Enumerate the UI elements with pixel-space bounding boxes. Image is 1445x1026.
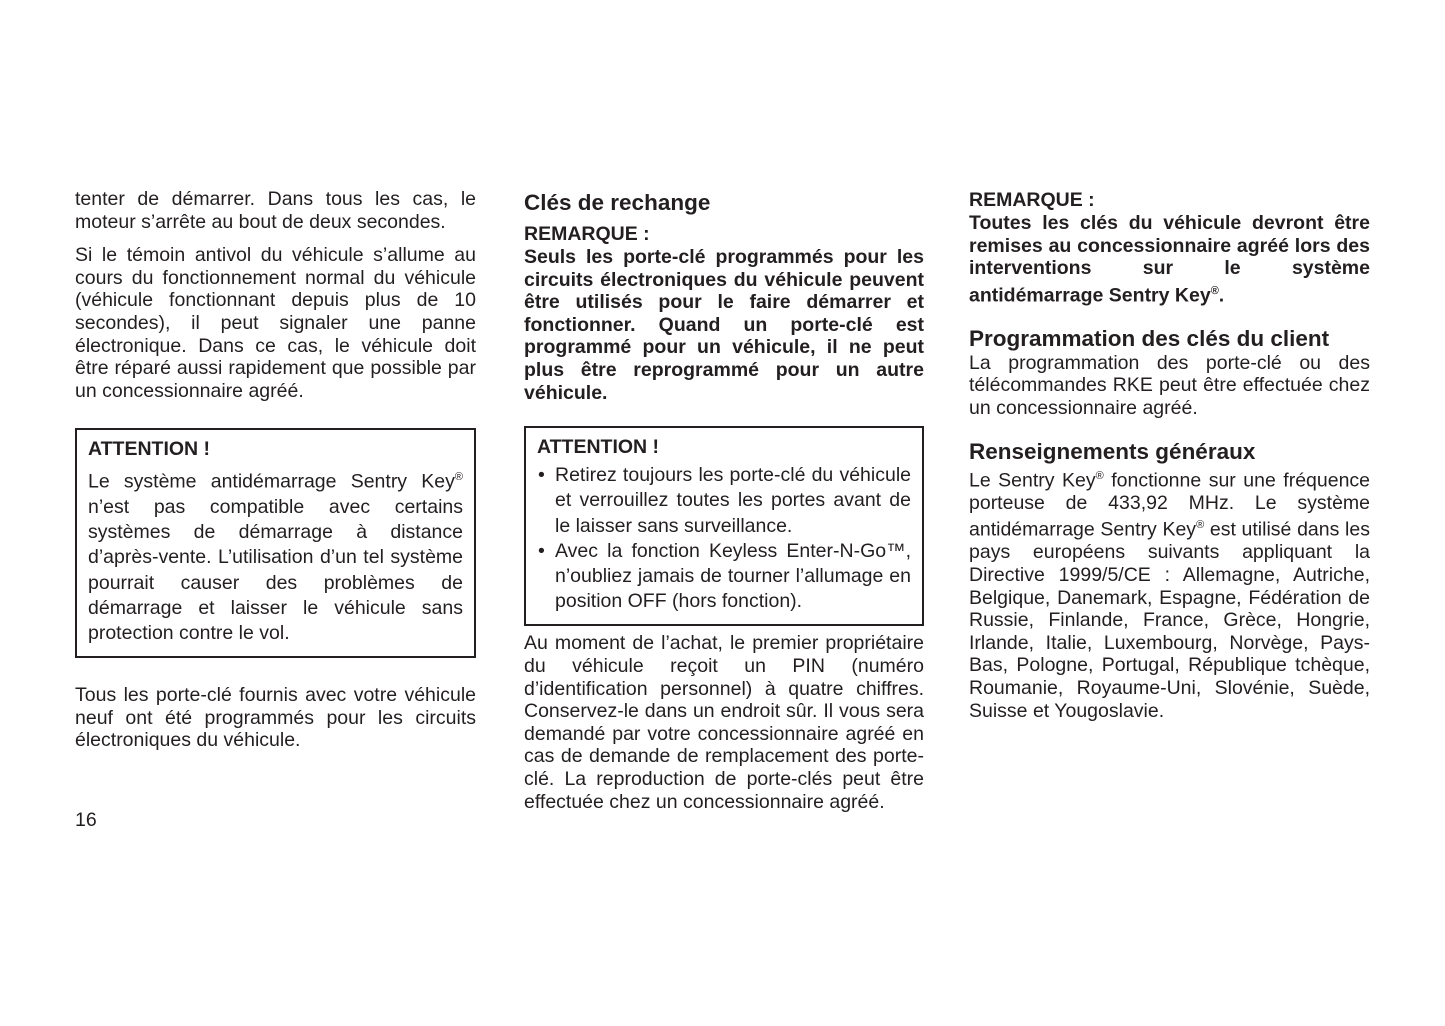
paragraph-general-information: Le Sentry Key® fonctionne sur une fréquence porteuse de 433,92 MHz. Le système antidémarrage Sentry Key® est utilisé dans les pays européens suivants appliquant la Directive 1999/5/CE : Allemagne, Autriche, Belgique, Danemark, Espagne, Fédération de Russie, Finlande, France, Grèce, Hongrie, Irlande, Italie, Luxembourg, Norvège, Pays-Bas, Pologne, Portugal, République tchèque, Roumanie, Royaume-Uni, Slovénie, Suède, Suisse et Yougoslavie. [969,469,1371,722]
remark-label: REMARQUE : [969,189,1095,211]
column-right [969,188,1370,722]
attention-bullet-list [537,463,911,614]
page-number: 16 [75,809,97,831]
remark-text: Seuls les porte-clé programmés pour les circuits électroniques du véhicule peuvent être utilisés pour le faire démarrer et fonctionner. Quand un porte-clé est programmé pour un véhicule, il ne peut plus être reprogrammé pour un autre véhicule. [524,246,924,404]
attention-text: Le système antidémarrage Sentry Key® n’est pas compatible avec certains systèmes de démarrage à distance d’après-vente. L’utilisation d’un tel système pourrait causer des problèmes de démarrage et laisser le véhicule sans protection contre le vol. [88,470,463,645]
paragraph-keys-programmed: Tous les porte-clé fournis avec votre véhicule neuf ont été programmés pour les circuits électroniques du véhicule. [75,684,476,752]
heading-customer-key-programming: Programmation des clés du client [969,325,1330,351]
heading-replacement-keys: Clés de rechange [524,190,711,215]
attention-box-keys [524,426,924,626]
paragraph-immobilizer-start: tenter de démarrer. Dans tous les cas, le moteur s’arrête au bout de deux secondes. [75,188,476,233]
attention-bullet-item: • Avec la fonction Keyless Enter-N-Go™, n’oubliez jamais de tourner l’allumage en position OFF (hors fonction). [538,539,911,613]
paragraph-pin-code: Au moment de l’achat, le premier propriétaire du véhicule reçoit un PIN (numéro d’identification personnel) à quatre chiffres. Conservez-le dans un endroit sûr. Il vous sera demandé par votre concessionnaire agréé en cas de demande de remplacement des porte-clé. La reproduction de porte-clés peut être effectuée chez un concessionnaire agréé. [524,632,924,813]
paragraph-security-light: Si le témoin antivol du véhicule s’allume au cours du fonctionnement normal du véhicule (véhicule fonctionnant depuis plus de 10 secondes), il peut signaler une panne électronique. Dans ce cas, le véhicule doit être réparé aussi rapidement que possible par un concessionnaire agréé. [75,244,476,402]
remark-label: REMARQUE : [524,223,650,245]
attention-bullet-item: • Retirez toujours les porte-clé du véhicule et verrouillez toutes les portes avant de le laisser sans surveillance. [538,464,911,537]
paragraph-key-programming: La programmation des porte-clé ou des télécommandes RKE peut être effectuée chez un concessionnaire agréé. [969,351,1370,420]
remark-text: Toutes les clés du véhicule devront être remises au concessionnaire agréé lors des interventions sur le système antidémarrage Sentry Key®. [969,212,1370,307]
column-left [75,188,476,752]
attention-title: ATTENTION ! [88,438,211,461]
heading-general-information: Renseignements généraux [969,438,1256,464]
attention-box-remote-start [75,428,476,658]
column-middle [524,188,924,813]
attention-title: ATTENTION ! [537,436,660,459]
